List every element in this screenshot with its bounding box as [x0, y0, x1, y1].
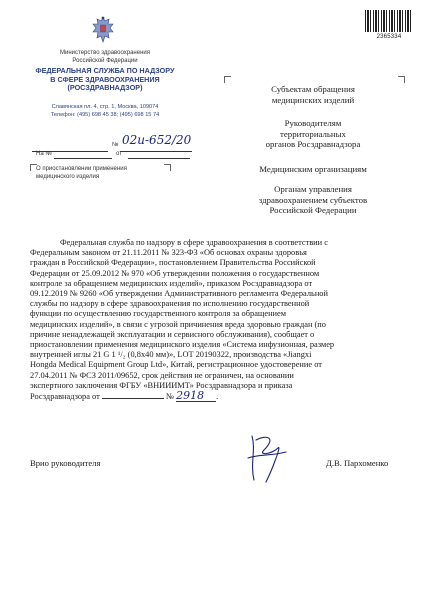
- body-line: медицинских изделий», в связи с угрозой причинения вреда здоровью граждан (по: [30, 319, 326, 329]
- addressee-block-4: Органам управления здравоохранением субъектов Российской Федерации: [258, 184, 368, 215]
- body-line: контроле за обращением медицинских изделий», приказом Росздравнадзора от: [30, 278, 313, 288]
- signatory-position: Врио руководителя: [30, 458, 101, 468]
- body-line: внутренней иглы 21 G 1 ¹/₂ (0,8x40 мм)», LOT 20190322, производства «Jiangxi: [30, 350, 312, 360]
- coat-of-arms-icon: [90, 16, 116, 44]
- body-line: службы по надзору в сфере здравоохранения по исполнению государственной: [30, 299, 310, 309]
- body-line: Hongda Medical Equipment Group Ltd», Китай, регистрационное удостоверение от: [30, 360, 322, 370]
- signatory-name: Д.В. Пархоменко: [326, 458, 389, 468]
- barcode: [365, 10, 411, 32]
- service-title: ФЕДЕРАЛЬНАЯ СЛУЖБА ПО НАДЗОРУ В СФЕРЕ ЗДРАВООХРАНЕНИЯ (РОСЗДРАВНАДЗОР): [35, 66, 175, 93]
- handwritten-signature: [242, 430, 290, 486]
- body-line: приостановлении применения медицинского изделия «Система инфузионная, размер: [30, 340, 335, 350]
- barcode-number: 2365334: [376, 34, 402, 40]
- service-address: Славянская пл. 4, стр. 1, Москва, 109074 Телефон: (495) 698 45 38; (495) 698 15 74: [50, 104, 160, 118]
- addressee-bracket-right: [398, 76, 405, 83]
- ministry-title: Министерство здравоохранения Российской Федерации: [60, 50, 150, 64]
- body-line: экспертного заключения ФГБУ «ВНИИИМТ» Росздравнадзора и приказа: [30, 380, 293, 390]
- body-line: причине ненадлежащей эксплуатации и сервисного обслуживания), сообщает о: [30, 329, 315, 339]
- body-line: функции по осуществлению государственного контроля за обращением: [30, 309, 287, 319]
- letter-body: [30, 238, 401, 402]
- addressee-block-1: Субъектам обращения медицинских изделий: [271, 84, 355, 105]
- addressee-bracket-left: [224, 76, 231, 83]
- on-number-label: На №: [36, 151, 52, 157]
- body-line: 27.04.2011 № ФСЗ 2011/09652, срок действия не ограничен, на основании: [30, 370, 294, 380]
- order-number: 2918: [176, 391, 216, 402]
- body-line-order: Росздравнадзора от № 2918 .: [30, 389, 219, 403]
- body-line: граждан в Российской Федерации», постановлением Правительства Российской: [30, 258, 316, 268]
- incoming-reference-line: [32, 151, 192, 161]
- from-label: от: [116, 151, 122, 157]
- number-label: №: [112, 142, 119, 148]
- body-line: Федеральным законом от 21.11.2011 № 323-ФЗ «Об основах охраны здоровья: [30, 248, 307, 258]
- letter-subject: О приостановлении применения медицинского изделия: [36, 166, 127, 180]
- body-line: Федеральная служба по надзору в сфере здравоохранения в соответствии с: [60, 238, 328, 247]
- addressee-block-3: Медицинским организациям: [259, 164, 367, 174]
- outgoing-number: 02и-652/20: [122, 133, 192, 147]
- body-line: Федерации от 25.09.2012 № 970 «Об утверждении положения о государственном: [30, 268, 320, 278]
- addressee-block-2: Руководителям территориальных органов Росздравнадзора: [265, 118, 361, 149]
- body-line: 09.12.2019 № 9260 «Об утверждении Административного регламента Федеральной: [30, 289, 328, 299]
